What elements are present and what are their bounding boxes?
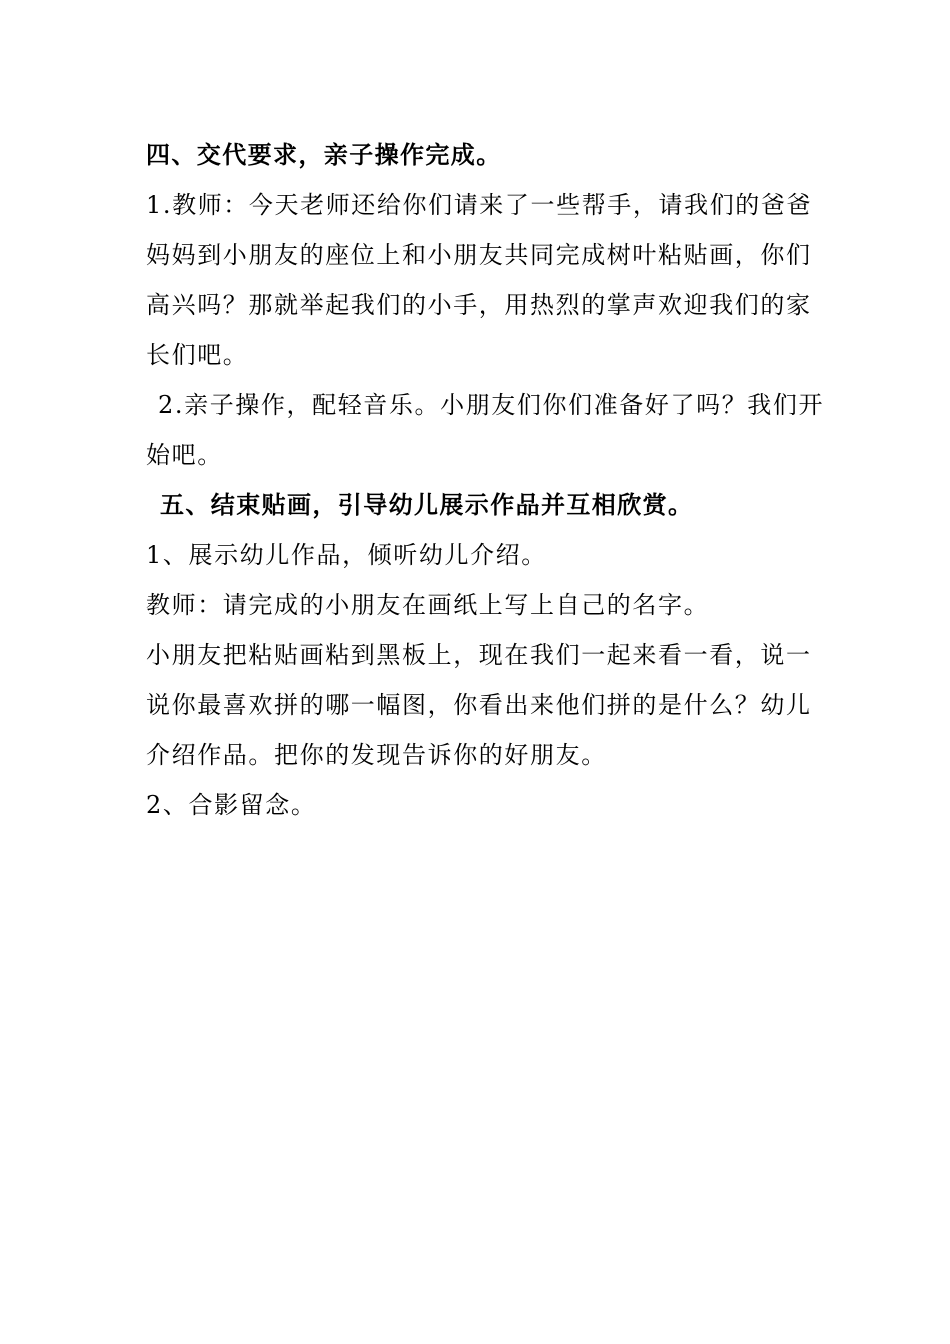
document-body <box>146 130 825 830</box>
paragraph-line: 2.亲子操作，配轻音乐。小朋友们你们准备好了吗？我们开 <box>158 391 825 419</box>
paragraph-teacher-invite <box>146 180 813 380</box>
paragraph-line: 介绍作品。把你的发现告诉你的好朋友。 <box>146 741 607 769</box>
list-item-display-works: 1、展示幼儿作品，倾听幼儿介绍。 <box>146 541 547 569</box>
paragraph-children-share <box>146 630 810 780</box>
list-item-group-photo: 2、合影留念。 <box>146 791 317 819</box>
paragraph-line: 1.教师：今天老师还给你们请来了一些帮手，请我们的爸爸 <box>146 191 813 219</box>
paragraph-line: 说你最喜欢拼的哪一幅图，你看出来他们拼的是什么？幼儿 <box>146 691 812 719</box>
section-heading-4: 四、交代要求，亲子操作完成。 <box>146 141 502 169</box>
paragraph-line: 始吧。 <box>146 441 223 469</box>
paragraph-parent-child-operation <box>146 380 825 480</box>
paragraph-line: 小朋友把粘贴画粘到黑板上，现在我们一起来看一看，说一 <box>146 641 812 669</box>
paragraph-line: 长们吧。 <box>146 341 249 369</box>
paragraph-line: 高兴吗？那就举起我们的小手，用热烈的掌声欢迎我们的家 <box>146 291 812 319</box>
paragraph-teacher-instruction: 教师：请完成的小朋友在画纸上写上自己的名字。 <box>146 591 710 619</box>
paragraph-line: 妈妈到小朋友的座位上和小朋友共同完成树叶粘贴画，你们 <box>146 241 812 269</box>
section-heading-5: 五、结束贴画，引导幼儿展示作品并互相欣赏。 <box>160 491 694 519</box>
